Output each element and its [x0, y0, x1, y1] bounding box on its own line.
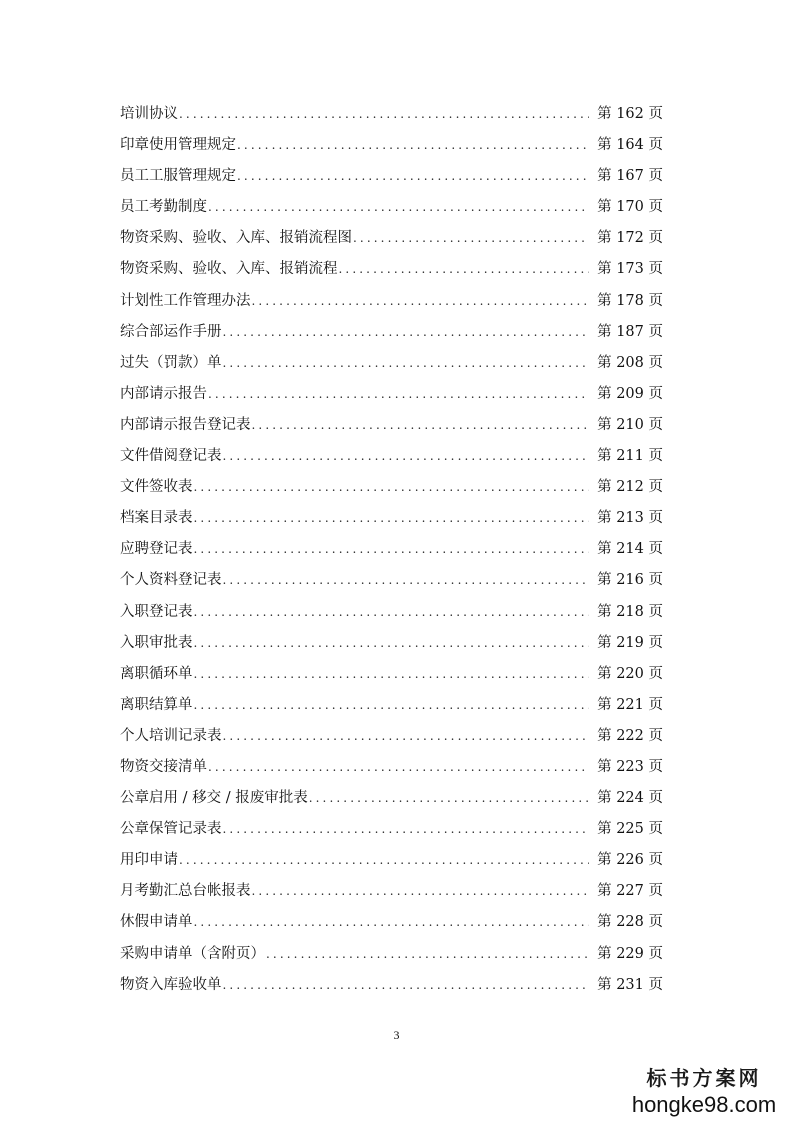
toc-entry-page: 第 223 页 — [597, 758, 663, 775]
toc-entry-title: 员工考勤制度 — [120, 199, 207, 216]
toc-entry[interactable] — [120, 192, 663, 223]
toc-entry[interactable] — [120, 939, 663, 970]
toc-dot-leader — [223, 565, 590, 596]
toc-entry-page: 第 220 页 — [597, 665, 663, 682]
toc-dot-leader — [223, 970, 590, 1001]
toc-entry[interactable] — [120, 597, 663, 628]
toc-entry-page: 第 187 页 — [597, 323, 663, 340]
toc-dot-leader — [194, 597, 590, 628]
toc-entry-page: 第 164 页 — [597, 137, 663, 154]
toc-dot-leader — [208, 752, 589, 783]
toc-entry[interactable] — [120, 99, 663, 130]
toc-dot-leader — [223, 721, 590, 752]
toc-entry[interactable] — [120, 441, 663, 472]
toc-entry-page: 第 170 页 — [597, 199, 663, 216]
toc-entry-title: 印章使用管理规定 — [120, 137, 236, 154]
toc-dot-leader — [252, 876, 590, 907]
toc-entry-title: 公章保管记录表 — [120, 821, 222, 838]
toc-entry-page: 第 224 页 — [597, 790, 663, 807]
watermark-logo — [629, 1066, 779, 1118]
toc-dot-leader — [208, 379, 589, 410]
toc-entry-page: 第 167 页 — [597, 168, 663, 185]
toc-dot-leader — [194, 534, 590, 565]
toc-entry[interactable] — [120, 845, 663, 876]
toc-dot-leader — [252, 286, 590, 317]
toc-dot-leader — [252, 410, 590, 441]
toc-entry-page: 第 208 页 — [597, 354, 663, 371]
toc-entry-title: 休假申请单 — [120, 914, 193, 931]
toc-entry[interactable] — [120, 814, 663, 845]
toc-entry-title: 档案目录表 — [120, 510, 193, 527]
toc-entry-page: 第 178 页 — [597, 292, 663, 309]
toc-entry-page: 第 212 页 — [597, 479, 663, 496]
toc-entry-page: 第 227 页 — [597, 883, 663, 900]
toc-entry-title: 综合部运作手册 — [120, 323, 222, 340]
toc-dot-leader — [309, 783, 589, 814]
toc-entry-page: 第 221 页 — [597, 696, 663, 713]
toc-dot-leader — [194, 907, 590, 938]
toc-entry[interactable] — [120, 534, 663, 565]
toc-entry[interactable] — [120, 379, 663, 410]
toc-dot-leader — [223, 441, 590, 472]
watermark-name: 标书方案网 — [646, 1068, 762, 1090]
toc-dot-leader — [266, 939, 589, 970]
toc-entry[interactable] — [120, 876, 663, 907]
toc-entry-page: 第 173 页 — [597, 261, 663, 278]
toc-entry[interactable] — [120, 628, 663, 659]
toc-dot-leader — [353, 223, 589, 254]
toc-entry-title: 培训协议 — [120, 106, 178, 122]
toc-dot-leader — [194, 659, 590, 690]
toc-entry-title: 月考勤汇总台帐报表 — [120, 883, 251, 900]
toc-entry-title: 公章启用 / 移交 / 报废审批表 — [120, 790, 308, 807]
toc-entry-title: 物资采购、验收、入库、报销流程 — [120, 261, 338, 278]
toc-entry[interactable] — [120, 223, 663, 254]
toc-entry[interactable] — [120, 970, 663, 1001]
toc-dot-leader — [179, 845, 589, 876]
toc-dot-leader — [339, 254, 590, 285]
toc-entry-page: 第 219 页 — [597, 634, 663, 651]
toc-entry-page: 第 231 页 — [597, 976, 663, 993]
toc-entry-page: 第 226 页 — [597, 852, 663, 869]
toc-entry-page: 第 210 页 — [597, 416, 663, 433]
toc-entry-title: 入职审批表 — [120, 634, 193, 651]
toc-entry-page: 第 214 页 — [597, 541, 663, 558]
toc-entry-title: 物资交接清单 — [120, 758, 207, 775]
toc-entry-page: 第 211 页 — [597, 448, 663, 465]
toc-entry[interactable] — [120, 317, 663, 348]
toc-entry[interactable] — [120, 783, 663, 814]
toc-entry-title: 文件签收表 — [120, 479, 193, 496]
toc-dot-leader — [208, 192, 589, 223]
toc-entry[interactable] — [120, 752, 663, 783]
toc-entry-title: 员工工服管理规定 — [120, 168, 236, 185]
toc-dot-leader — [194, 690, 590, 721]
toc-entry-page: 第 209 页 — [597, 385, 663, 402]
toc-dot-leader — [194, 503, 590, 534]
toc-entry-title: 离职循环单 — [120, 665, 193, 682]
table-of-contents — [120, 99, 663, 1001]
toc-entry[interactable] — [120, 130, 663, 161]
toc-entry-title: 物资入库验收单 — [120, 976, 222, 993]
toc-entry[interactable] — [120, 286, 663, 317]
toc-entry-page: 第 162 页 — [597, 106, 663, 122]
toc-entry-title: 内部请示报告登记表 — [120, 416, 251, 433]
toc-dot-leader — [223, 814, 590, 845]
toc-entry-title: 采购申请单（含附页） — [120, 945, 265, 962]
toc-entry-title: 计划性工作管理办法 — [120, 292, 251, 309]
toc-entry-title: 用印申请 — [120, 852, 178, 869]
toc-dot-leader — [237, 130, 589, 161]
toc-entry-title: 文件借阅登记表 — [120, 448, 222, 465]
toc-entry-page: 第 213 页 — [597, 510, 663, 527]
watermark-domain: hongke98.com — [631, 1092, 777, 1117]
toc-entry-title: 过失（罚款）单 — [120, 354, 222, 371]
toc-entry[interactable] — [120, 254, 663, 285]
toc-dot-leader — [179, 99, 589, 130]
toc-entry-title: 入职登记表 — [120, 603, 193, 620]
toc-entry[interactable] — [120, 410, 663, 441]
toc-entry-title: 离职结算单 — [120, 696, 193, 713]
toc-entry-page: 第 228 页 — [597, 914, 663, 931]
toc-entry[interactable] — [120, 503, 663, 534]
toc-entry[interactable] — [120, 721, 663, 752]
toc-entry[interactable] — [120, 690, 663, 721]
toc-entry-page: 第 216 页 — [597, 572, 663, 589]
toc-entry-page: 第 222 页 — [597, 727, 663, 744]
page-number: 3 — [393, 1028, 400, 1042]
toc-entry-title: 物资采购、验收、入库、报销流程图 — [120, 230, 352, 247]
toc-entry[interactable] — [120, 659, 663, 690]
toc-entry-page: 第 218 页 — [597, 603, 663, 620]
toc-entry-page: 第 225 页 — [597, 821, 663, 838]
toc-entry[interactable] — [120, 907, 663, 938]
toc-dot-leader — [194, 628, 590, 659]
toc-entry-title: 内部请示报告 — [120, 385, 207, 402]
toc-entry-page: 第 172 页 — [597, 230, 663, 247]
toc-entry[interactable] — [120, 565, 663, 596]
toc-entry[interactable] — [120, 161, 663, 192]
toc-dot-leader — [223, 317, 590, 348]
toc-dot-leader — [223, 348, 590, 379]
toc-entry[interactable] — [120, 472, 663, 503]
toc-entry-page: 第 229 页 — [597, 945, 663, 962]
toc-entry-title: 个人培训记录表 — [120, 727, 222, 744]
toc-entry-title: 应聘登记表 — [120, 541, 193, 558]
toc-entry[interactable] — [120, 348, 663, 379]
toc-dot-leader — [194, 472, 590, 503]
toc-dot-leader — [237, 161, 589, 192]
toc-entry-title: 个人资料登记表 — [120, 572, 222, 589]
